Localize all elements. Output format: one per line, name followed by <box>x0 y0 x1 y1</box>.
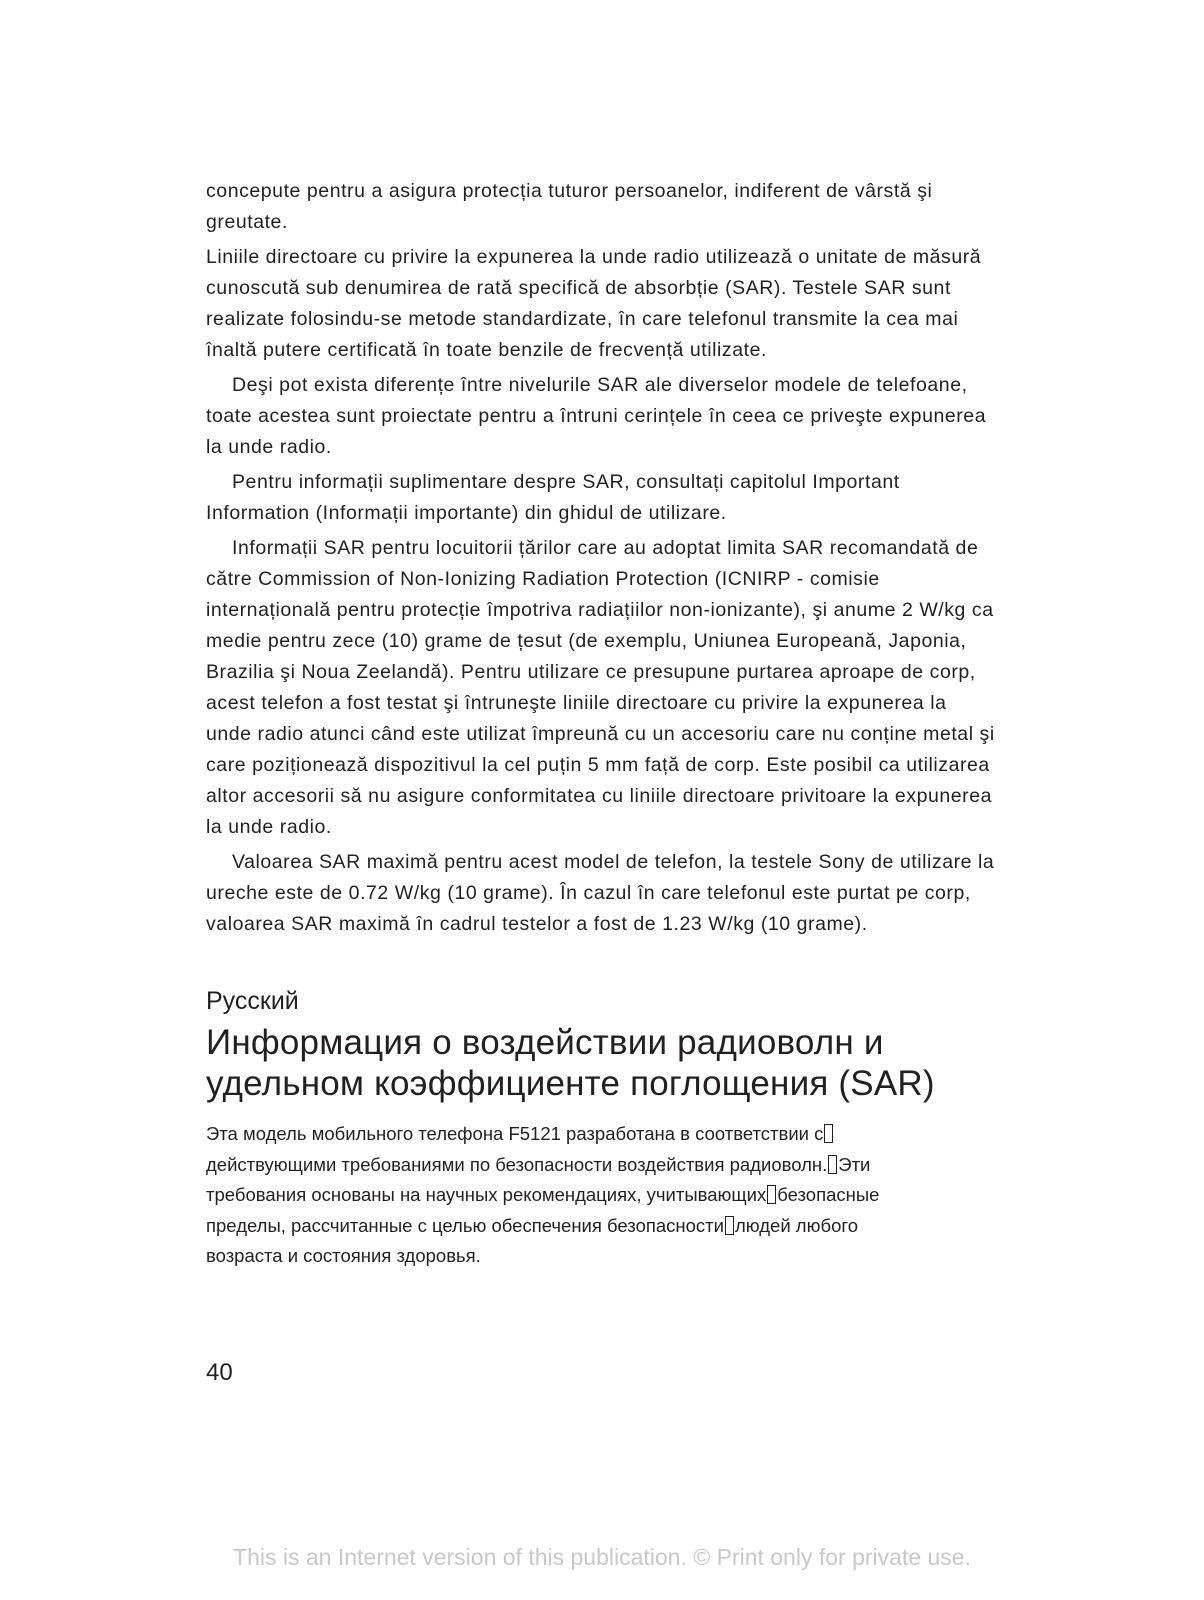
text-segment: пределы, рассчитанные с целью обеспечения безопасности <box>206 1214 724 1236</box>
paragraph: Informații SAR pentru locuitorii țărilor care au adoptat limita SAR recomandată de către Commission of Non-Ionizing Radiation Protection (ICNIRP - comisie internațională pentru protecție împotriva radiațiilor non-ionizante), şi anume 2 W/kg ca medie pentru zece (10) grame de țesut (de exemplu, Uniunea Europeană, Japonia, Brazilia şi Noua Zeelandă). Pentru utilizare ce presupune purtarea aproape de corp, acest telefon a fost testat şi întruneşte liniile directoare cu privire la expunerea la unde radio atunci când este utilizat împreună cu un accesoriu care nu conține metal şi care poziționează dispozitivul la cel puțin 5 mm față de corp. Este posibil ca utilizarea altor accesorii să nu asigure conformitatea cu liniile directoare privitoare la expunerea la unde radio. <box>206 537 995 838</box>
text-line <box>206 1150 996 1181</box>
missing-glyph-icon <box>828 1155 837 1174</box>
language-label: Русский <box>206 987 299 1015</box>
section-title-line: Информация о воздействии радиоволн и <box>206 1023 884 1062</box>
missing-glyph-icon <box>767 1185 776 1204</box>
paragraph: concepute pentru a asigura protecția tuturor persoanelor, indiferent de vârstă şi greutate. <box>206 180 933 233</box>
paragraph: Pentru informații suplimentare despre SAR, consultați capitolul Important Information (Informații importante) din ghidul de utilizare. <box>206 471 900 524</box>
text-segment: людей любого <box>734 1214 858 1236</box>
missing-glyph-icon <box>824 1124 833 1143</box>
paragraph: Valoarea SAR maximă pentru acest model de telefon, la testele Sony de utilizare la ureche este de 0.72 W/kg (10 grame). În cazul în care telefonul este purtat pe corp, valoarea SAR maximă în cadrul testelor a fost de 1.23 W/kg (10 grame). <box>206 851 995 935</box>
page-number: 40 <box>206 1359 233 1386</box>
text-line <box>206 1241 996 1272</box>
footer-notice: This is an Internet version of this publication. © Print only for private use. <box>233 1544 971 1570</box>
text-line <box>206 1180 996 1211</box>
missing-glyph-icon <box>725 1216 734 1235</box>
text-segment: возраста и состояния здоровья. <box>206 1245 481 1266</box>
text-line <box>206 1211 996 1242</box>
text-segment: требования основаны на научных рекомендациях, учитывающих <box>206 1184 767 1205</box>
text-segment: Эти <box>838 1153 871 1175</box>
section-title <box>206 1022 996 1104</box>
text-segment: безопасные <box>777 1184 880 1205</box>
paragraph: Liniile directoare cu privire la expunerea la unde radio utilizează o unitate de măsură cunoscută sub denumirea de rată specifică de absorbție (SAR). Testele SAR sunt realizate folosindu-se metode standardizate, în care telefonul transmite la cea mai înaltă putere certificată în toate benzile de frecvență utilizate. <box>206 246 982 361</box>
paragraph: Deşi pot exista diferențe între nivelurile SAR ale diverselor modele de telefoane, toate acestea sunt proiectate pentru a întruni cerințele în ceea ce priveşte expunerea la unde radio. <box>206 374 987 458</box>
text-segment: действующими требованиями по безопасности воздействия радиоволн. <box>206 1153 828 1175</box>
document-page <box>206 176 996 1272</box>
romanian-sar-section <box>206 176 996 940</box>
text-segment: Эта модель мобильного телефона F5121 разработана в соответствии с <box>206 1123 824 1144</box>
section-title-line: удельном коэффициенте поглощения (SAR) <box>206 1064 935 1103</box>
russian-body-text <box>206 1119 996 1272</box>
text-line <box>206 1119 996 1150</box>
